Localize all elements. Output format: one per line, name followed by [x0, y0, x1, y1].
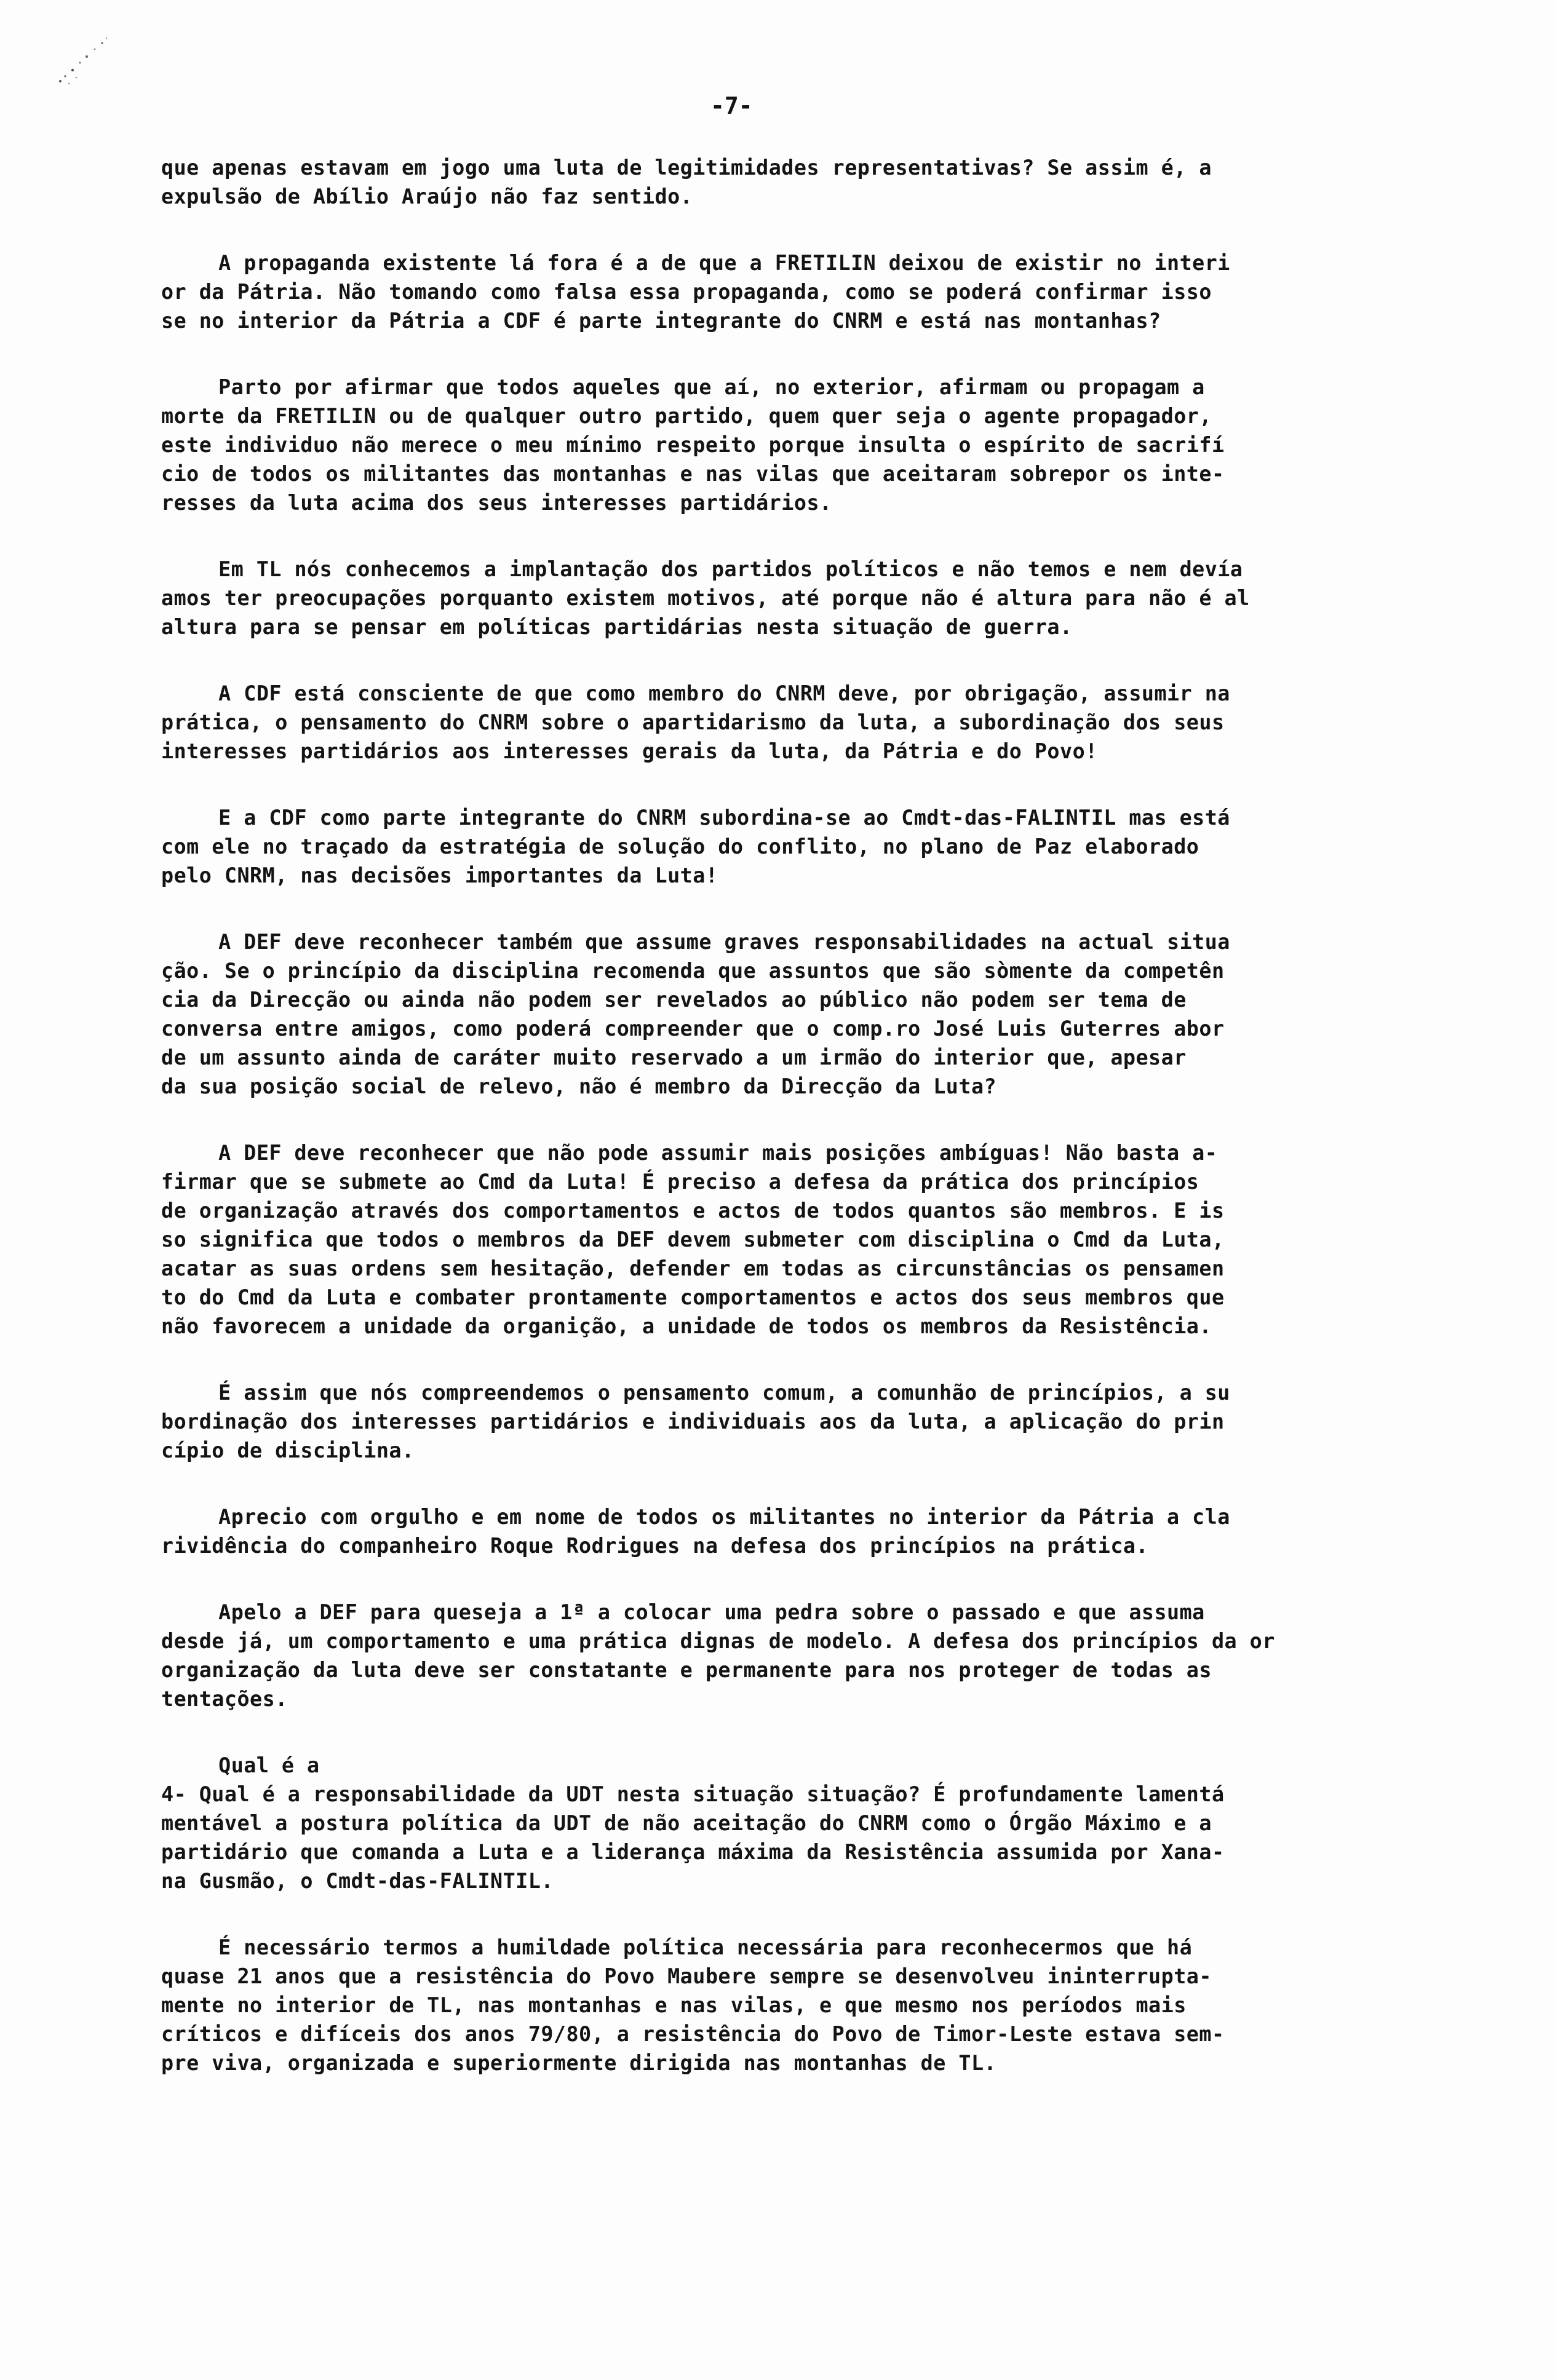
text-line: morte da FRETILIN ou de qualquer outro partido, quem quer seja o agente propagador, [161, 404, 1212, 429]
text-line: cio de todos os militantes das montanhas e nas vilas que aceitaram sobrepor os inte- [161, 462, 1225, 486]
paragraph [161, 804, 1477, 891]
text-line: com ele no traçado da estratégia de solução do conflito, no plano de Paz elaborado [161, 835, 1199, 859]
paragraph [161, 1379, 1477, 1466]
text-line: Apelo a DEF para queseja a 1ª a colocar uma pedra sobre o passado e que assuma [218, 1600, 1205, 1625]
paragraph [161, 928, 1477, 1101]
text-line: A propaganda existente lá fora é a de que a FRETILIN deixou de existir no interi [218, 251, 1230, 276]
text-line: Em TL nós conhecemos a implantação dos partidos políticos e não temos e nem devía [218, 557, 1243, 582]
text-line: altura para se pensar em políticas partidárias nesta situação de guerra. [161, 615, 1073, 640]
text-line: quase 21 anos que a resistência do Povo Maubere sempre se desenvolveu ininterrupta- [161, 1964, 1212, 1989]
text-line: não favorecem a unidade da organição, a unidade de todos os membros da Resistência. [161, 1314, 1212, 1339]
text-line: pelo CNRM, nas decisões importantes da Luta! [161, 863, 718, 888]
paragraph [161, 555, 1477, 642]
text-line: expulsão de Abílio Araújo não faz sentido. [161, 184, 693, 209]
page-number: -7- [710, 92, 753, 119]
text-line: resses da luta acima dos seus interesses partidários. [161, 491, 832, 515]
text-line: rividência do companheiro Roque Rodrigues na defesa dos princípios na prática. [161, 1534, 1149, 1558]
text-line: amos ter preocupações porquanto existem motivos, até porque não é altura para não é al [161, 586, 1250, 611]
text-line: interesses partidários aos interesses gerais da luta, da Pátria e do Povo! [161, 739, 1098, 764]
text-line: conversa entre amigos, como poderá compreender que o comp.ro José Luis Guterres abor [161, 1017, 1225, 1041]
text-line: de um assunto ainda de caráter muito reservado a um irmão do interior que, apesar [161, 1045, 1187, 1070]
paragraph [161, 680, 1477, 766]
text-line: na Gusmão, o Cmdt-das-FALINTIL. [161, 1869, 554, 1894]
text-line: desde já, um comportamento e uma prática dignas de modelo. A defesa dos princípios da or [161, 1629, 1275, 1654]
paragraph [161, 1934, 1477, 2078]
paragraph [161, 249, 1477, 336]
text-line: que apenas estavam em jogo uma luta de legitimidades representativas? Se assim é, a [161, 156, 1212, 180]
paragraph [161, 1598, 1477, 1714]
text-line: or da Pátria. Não tomando como falsa essa propaganda, como se poderá confirmar isso [161, 280, 1212, 304]
text-line: A DEF deve reconhecer que não pode assumir mais posições ambíguas! Não basta a- [218, 1141, 1218, 1165]
text-line: ção. Se o princípio da disciplina recomenda que assuntos que são sòmente da competên [161, 959, 1225, 983]
margin-scribble-mark [48, 25, 116, 92]
text-line: organização da luta deve ser constatante e permanente para nos proteger de todas as [161, 1658, 1212, 1683]
text-line: Aprecio com orgulho e em nome de todos os militantes no interior da Pátria a cla [218, 1505, 1230, 1529]
text-line: pre viva, organizada e superiormente dirigida nas montanhas de TL. [161, 2051, 997, 2076]
text-line: 4- Qual é a responsabilidade da UDT nesta situação situação? É profundamente lamentá [161, 1782, 1225, 1807]
paragraph [161, 154, 1477, 212]
text-line: de organização através dos comportamentos e actos de todos quantos são membros. E is [161, 1199, 1225, 1223]
text-line: tentações. [161, 1687, 288, 1712]
text-line: partidário que comanda a Luta e a liderança máxima da Resistência assumida por Xana- [161, 1840, 1225, 1865]
text-line: da sua posição social de relevo, não é membro da Direcção da Luta? [161, 1074, 997, 1099]
text-line: so significa que todos o membros da DEF devem submeter com disciplina o Cmd da Luta, [161, 1228, 1225, 1252]
text-line: É necessário termos a humildade política necessária para reconhecermos que há [218, 1935, 1193, 1960]
text-line: este individuo não merece o meu mínimo respeito porque insulta o espírito de sacrifí [161, 433, 1225, 458]
text-line: mente no interior de TL, nas montanhas e nas vilas, e que mesmo nos períodos mais [161, 1993, 1187, 2018]
paragraph [161, 1751, 1477, 1896]
text-line: Qual é a [218, 1753, 320, 1778]
text-line: E a CDF como parte integrante do CNRM subordina-se ao Cmdt-das-FALINTIL mas está [218, 806, 1230, 830]
text-line: cípio de disciplina. [161, 1438, 415, 1463]
text-line: mentável a postura política da UDT de não aceitação do CNRM como o Órgão Máximo e a [161, 1811, 1212, 1836]
text-line: Parto por afirmar que todos aqueles que aí, no exterior, afirmam ou propagam a [218, 375, 1205, 400]
text-line: cia da Direcção ou ainda não podem ser revelados ao público não podem ser tema de [161, 988, 1187, 1012]
text-line: acatar as suas ordens sem hesitação, defender em todas as circunstâncias os pensamen [161, 1256, 1225, 1281]
paragraph [161, 373, 1477, 518]
text-line: se no interior da Pátria a CDF é parte integrante do CNRM e está nas montanhas? [161, 309, 1161, 333]
text-line: to do Cmd da Luta e combater prontamente comportamentos e actos dos seus membros que [161, 1285, 1225, 1310]
text-line: É assim que nós compreendemos o pensamento comum, a comunhão de princípios, a su [218, 1381, 1230, 1405]
text-line: críticos e difíceis dos anos 79/80, a resistência do Povo de Timor-Leste estava sem- [161, 2022, 1225, 2047]
paragraph [161, 1139, 1477, 1341]
text-line: prática, o pensamento do CNRM sobre o apartidarismo da luta, a subordinação dos seus [161, 710, 1225, 735]
paragraph [161, 1503, 1477, 1561]
text-line: A CDF está consciente de que como membro do CNRM deve, por obrigação, assumir na [218, 681, 1230, 706]
text-line: bordinação dos interesses partidários e individuais aos da luta, a aplicação do prin [161, 1410, 1225, 1434]
text-line: A DEF deve reconhecer também que assume graves responsabilidades na actual situa [218, 930, 1230, 954]
text-line: firmar que se submete ao Cmd da Luta! É preciso a defesa da prática dos princípios [161, 1170, 1199, 1194]
document-body [161, 154, 1477, 2116]
